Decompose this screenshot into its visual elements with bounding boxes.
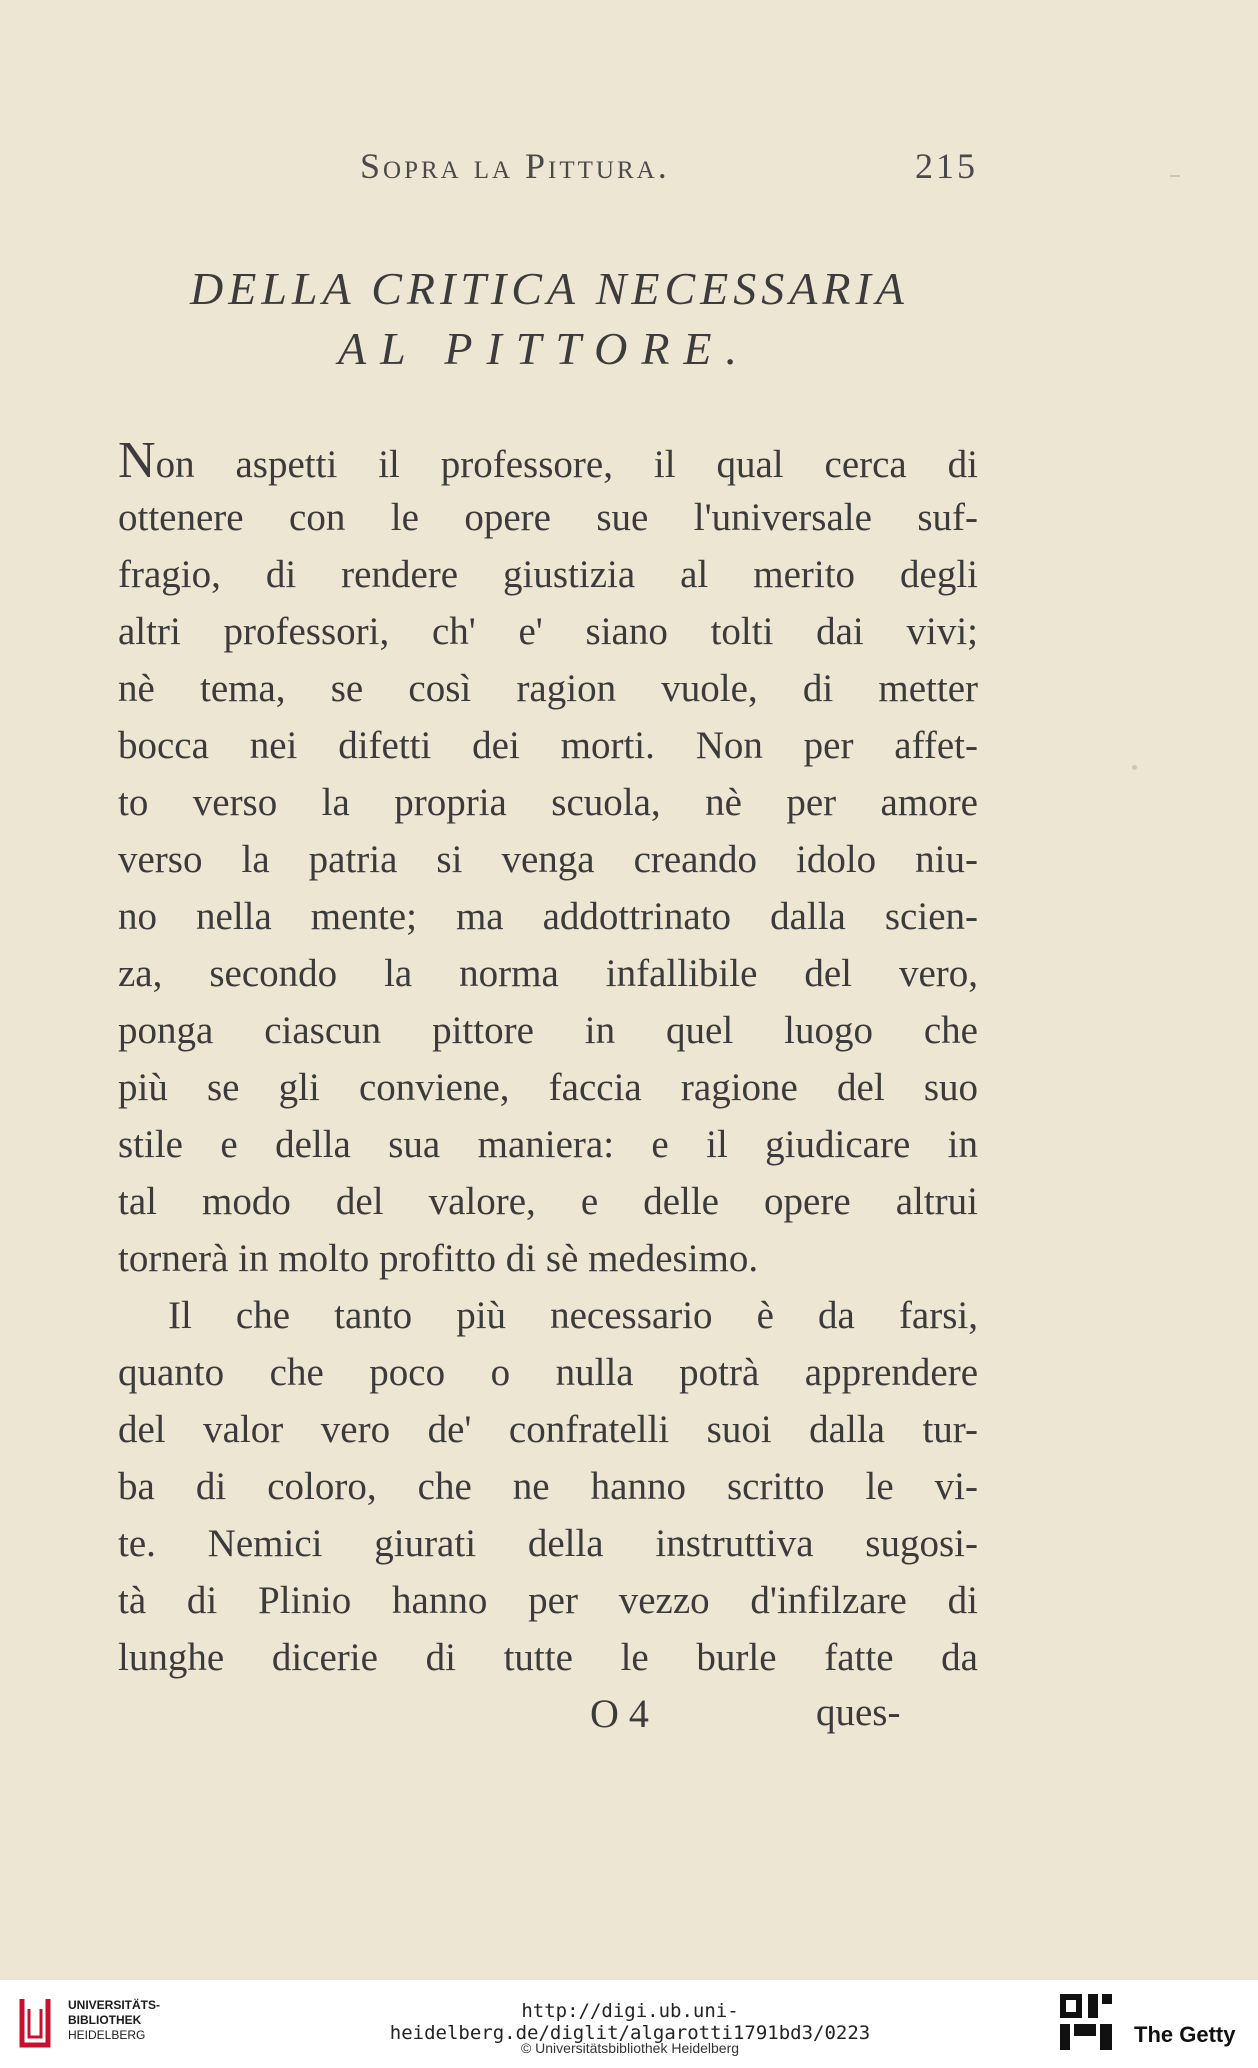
copyright-notice: © Universitätsbibliothek Heidelberg (520, 2040, 740, 2056)
text-line: za, secondo la norma infallibile del vero, (118, 952, 978, 995)
text-line: stile e della sua maniera: e il giudicare in (118, 1123, 978, 1166)
text-line: verso la patria si venga creando idolo niu- (118, 838, 978, 881)
text-line: tal modo del valore, e delle opere altrui (118, 1180, 978, 1223)
chapter-heading-line-1: DELLA CRITICA NECESSARIA (190, 263, 909, 314)
text-line: te. Nemici giurati della instruttiva sugosi- (118, 1522, 978, 1565)
signature-mark: O 4 (590, 1691, 649, 1736)
text-line: altri professori, ch' e' siano tolti dai vivi; (118, 610, 978, 653)
getty-label: The Getty (1134, 2022, 1236, 2047)
chapter-heading-line-2: AL PITTORE. (338, 323, 752, 374)
permalink-url[interactable]: http://digi.ub.uni-heidelberg.de/diglit/algarotti1791bd3/0223 (389, 2000, 871, 2044)
university-library-logo-icon (14, 1995, 56, 2049)
text-line: del valor vero de' confratelli suoi dalla tur- (118, 1408, 978, 1451)
paper-speck (1132, 765, 1137, 770)
text-line: Il che tanto più necessario è da farsi, (168, 1294, 978, 1337)
library-name-line: BIBLIOTHEK (68, 2013, 142, 2027)
drop-capital: N (118, 432, 156, 489)
text-line: ponga ciascun pittore in quel luogo che (118, 1009, 978, 1052)
running-head (360, 145, 1040, 187)
paper-speck (1170, 175, 1180, 177)
getty-logo-icon (1058, 1992, 1114, 2052)
text-line: ottenere con le opere sue l'universale suf- (118, 496, 978, 539)
text-line: lunghe dicerie di tutte le burle fatte da (118, 1636, 978, 1679)
page-number: 215 (915, 146, 978, 186)
library-name-line: HEIDELBERG (68, 2028, 146, 2042)
text-line: tornerà in molto profitto di sè medesimo. (118, 1237, 759, 1280)
text-line: quanto che poco o nulla potrà apprendere (118, 1351, 978, 1394)
text-line: nè tema, se così ragion vuole, di metter (118, 667, 978, 710)
text-line: bocca nei difetti dei morti. Non per affet- (118, 724, 978, 767)
text-line: no nella mente; ma addottrinato dalla scien- (118, 895, 978, 938)
university-library-name (68, 1998, 160, 2043)
text-line (118, 432, 978, 489)
text-line-content: on aspetti il professore, il qual cerca di (155, 443, 978, 486)
text-line: to verso la propria scuola, nè per amore (118, 781, 978, 824)
text-line: più se gli conviene, faccia ragione del suo (118, 1066, 978, 1109)
catchword: ques- (816, 1691, 901, 1734)
running-head-title: Sopra la Pittura. (360, 146, 670, 186)
body-text (118, 432, 978, 1686)
text-line: tà di Plinio hanno per vezzo d'infilzare di (118, 1579, 978, 1622)
library-name-line: UNIVERSITÄTS- (68, 1998, 161, 2012)
text-line: ba di coloro, che ne hanno scritto le vi- (118, 1465, 978, 1508)
text-line: fragio, di rendere giustizia al merito degli (118, 553, 978, 596)
